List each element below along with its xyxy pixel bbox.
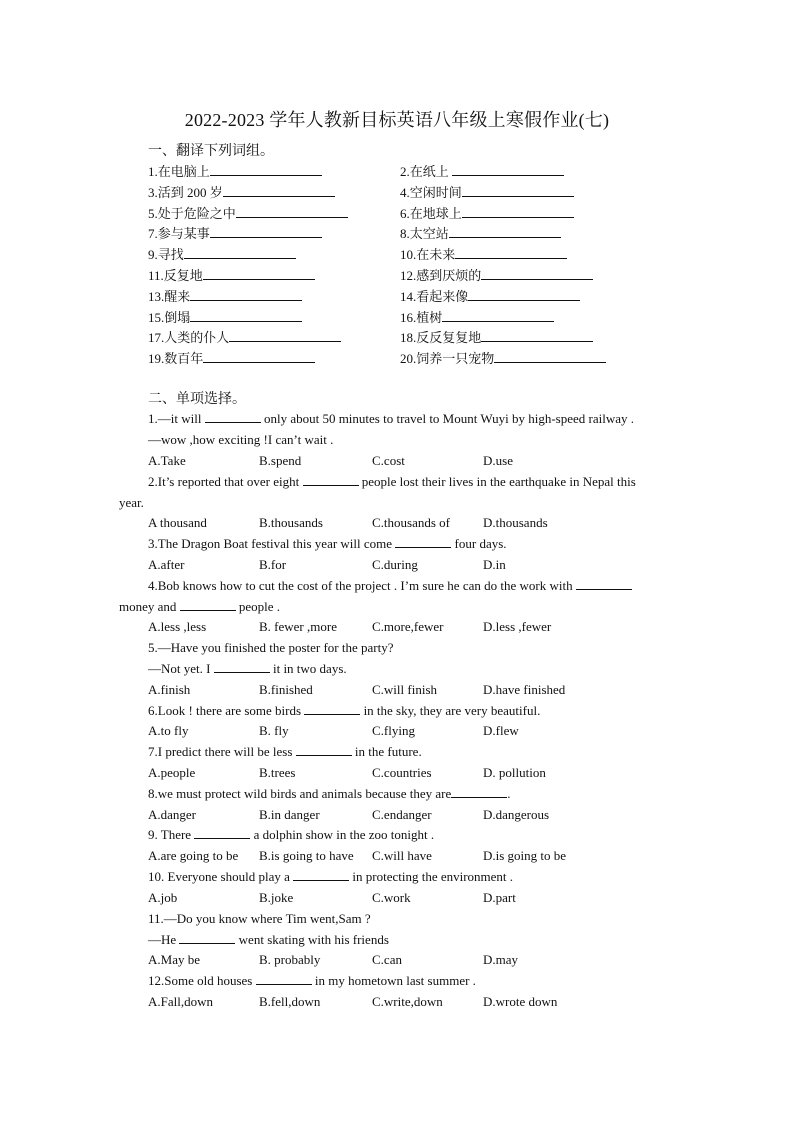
option: B.finished	[259, 682, 313, 697]
phrase-item: 5.处于危险之中	[148, 203, 348, 222]
option: D.is going to be	[483, 848, 567, 863]
question-5-reply: —Not yet. I it in two days.	[148, 661, 347, 676]
phrase-item: 13.醒来	[148, 286, 302, 305]
phrase-item: 3.活到 200 岁	[148, 182, 335, 201]
phrase-item: 6.在地球上	[400, 203, 574, 222]
phrase-item: 20.饲养一只宠物	[400, 348, 606, 367]
option: A.Take	[148, 453, 186, 468]
section-1-heading: 一、翻译下列词组。	[148, 144, 274, 159]
option: B.is going to have	[259, 848, 354, 863]
option: B.fell,down	[259, 994, 321, 1009]
option: C.thousands of	[372, 515, 450, 530]
option: B. fewer ,more	[259, 619, 337, 634]
section-2-heading: 二、单项选择。	[148, 392, 246, 407]
question-7: 7.I predict there will be less in the future.	[148, 744, 422, 759]
option: D.thousands	[483, 515, 548, 530]
option: C.will finish	[372, 682, 438, 697]
phrase-item: 18.反反复复地	[400, 327, 593, 346]
option: A.less ,less	[148, 619, 207, 634]
option: A.job	[148, 890, 178, 905]
question-12: 12.Some old houses in my hometown last summer .	[148, 973, 476, 988]
phrase-item: 8.太空站	[400, 223, 561, 242]
question-1-reply: —wow ,how exciting !I can’t wait .	[148, 432, 334, 447]
option: A.May be	[148, 952, 200, 967]
question-11: 11.—Do you know where Tim went,Sam ?	[148, 911, 371, 926]
option: C.more,fewer	[372, 619, 444, 634]
option: B.spend	[259, 453, 302, 468]
option: D.have finished	[483, 682, 566, 697]
phrase-item: 7.参与某事	[148, 223, 322, 242]
option: D.in	[483, 557, 506, 572]
phrase-item: 16.植树	[400, 307, 554, 326]
option: C.cost	[372, 453, 405, 468]
option: A.are going to be	[148, 848, 239, 863]
question-6: 6.Look ! there are some birds in the sky, they are very beautiful.	[148, 703, 541, 718]
question-4: 4.Bob knows how to cut the cost of the project . I’m sure he can do the work with	[148, 578, 632, 594]
option: C.work	[372, 890, 411, 905]
question-2: 2.It’s reported that over eight people lost their lives in the earthquake in Nepal this	[148, 474, 636, 489]
phrase-item: 15.倒塌	[148, 307, 302, 326]
question-2-cont: year.	[119, 495, 144, 510]
phrase-item: 1.在电脑上	[148, 161, 322, 180]
page-title: 2022-2023 学年人教新目标英语八年级上寒假作业(七)	[184, 110, 610, 130]
option: A.danger	[148, 807, 197, 822]
phrase-item: 2.在纸上	[400, 161, 564, 180]
option: B.in danger	[259, 807, 320, 822]
option: B.trees	[259, 765, 296, 780]
phrase-item: 14.看起来像	[400, 286, 580, 305]
question-1: 1.—it will only about 50 minutes to travel to Mount Wuyi by high-speed railway .	[148, 411, 634, 426]
question-5: 5.—Have you finished the poster for the party?	[148, 640, 394, 655]
question-11-reply: —He went skating with his friends	[148, 932, 389, 947]
option: A.finish	[148, 682, 191, 697]
phrase-item: 19.数百年	[148, 348, 315, 367]
option: C.will have	[372, 848, 432, 863]
option: D.less ,fewer	[483, 619, 552, 634]
option: B. fly	[259, 723, 289, 738]
question-3: 3.The Dragon Boat festival this year will come four days.	[148, 536, 507, 551]
option: B.for	[259, 557, 287, 572]
option: D.dangerous	[483, 807, 550, 822]
option: D.part	[483, 890, 516, 905]
option: A.Fall,down	[148, 994, 213, 1009]
option: D. pollution	[483, 765, 546, 780]
option: A.to fly	[148, 723, 189, 738]
question-9: 9. There a dolphin show in the zoo tonight .	[148, 827, 435, 842]
option: C.during	[372, 557, 418, 572]
option: B.joke	[259, 890, 294, 905]
option: C.flying	[372, 723, 415, 738]
option: C.countries	[372, 765, 432, 780]
phrase-item: 9.寻找	[148, 244, 296, 263]
option: C.can	[372, 952, 402, 967]
option: B.thousands	[259, 515, 323, 530]
option: C.write,down	[372, 994, 443, 1009]
option: D.wrote down	[483, 994, 558, 1009]
phrase-item: 4.空闲时间	[400, 182, 574, 201]
phrase-item: 10.在未来	[400, 244, 567, 263]
question-8: 8.we must protect wild birds and animals because they are .	[148, 786, 511, 801]
option: A.people	[148, 765, 196, 780]
option: A.after	[148, 557, 185, 572]
option: D.use	[483, 453, 513, 468]
option: D.may	[483, 952, 519, 967]
question-4-cont: money and people .	[119, 599, 281, 614]
phrase-item: 12.感到厌烦的	[400, 265, 593, 284]
question-10: 10. Everyone should play a in protecting the environment .	[148, 869, 514, 884]
option: C.endanger	[372, 807, 432, 822]
phrase-item: 11.反复地	[148, 265, 315, 284]
phrase-item: 17.人类的仆人	[148, 327, 341, 346]
option: D.flew	[483, 723, 519, 738]
option: A thousand	[148, 515, 207, 530]
option: B. probably	[259, 952, 321, 967]
